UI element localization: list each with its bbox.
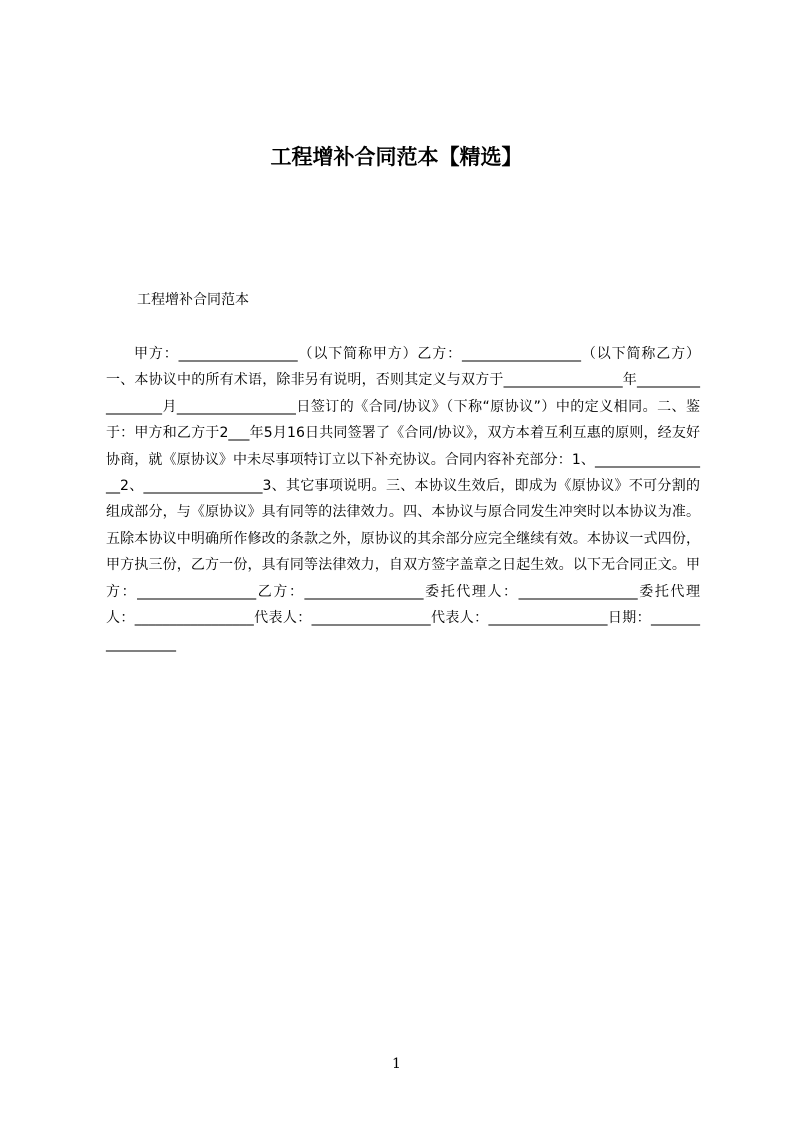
contract-body-paragraph: 甲方：_________________（以下简称甲方）乙方：_________________（以下简称乙方）一、本协议中的所有术语，除非另有说明，否则其定义与双方于_________________年_________________月_________________日签订的《合同/协议》（下称“原协议”）中的定义相同。二、鉴于：甲方和乙方于2___年5月16日共同签署了《合同/协议》，双方本着互利互惠的原则，经友好协商，就《原协议》中未尽事项特订立以下补充协议。合同内容补充部分：1、_________________2、_________________3、其它事项说明。三、本协议生效后，即成为《原协议》不可分割的组成部分，与《原协议》具有同等的法律效力。四、本协议与原合同发生冲突时以本协议为准。五除本协议中明确所作修改的条款之外，原协议的其余部分应完全继续有效。本协议一式四份，甲方执三份，乙方一份，具有同等法律效力，自双方签字盖章之日起生效。以下无合同正文。甲方：_________________乙方：_________________委托代理人：_________________委托代理人：_________________代表人：_________________代表人：_________________日期：_________________ (106, 346, 700, 653)
page-number: 1 (392, 1056, 401, 1072)
document-subheading: 工程增补合同范本 (137, 292, 249, 308)
document-title: 工程增补合同范本【精选】 (270, 145, 523, 169)
